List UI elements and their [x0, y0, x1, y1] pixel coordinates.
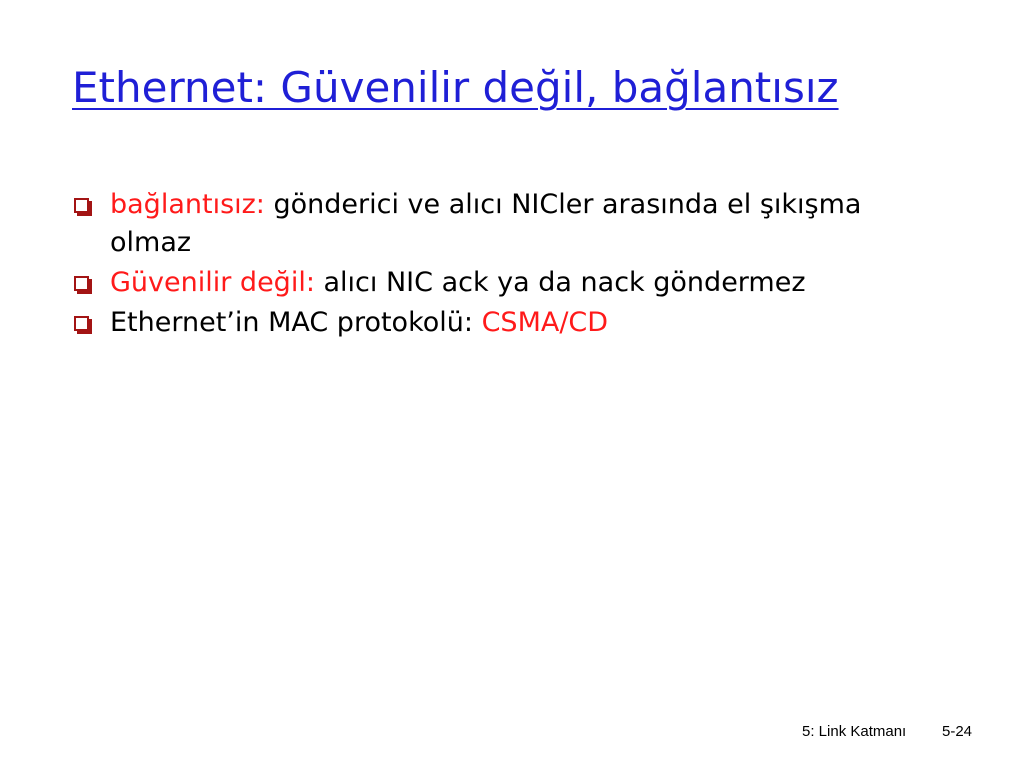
bullet-text: gönderici ve alıcı NICler arasında el şıkışma olmaz	[110, 189, 862, 258]
square-bullet-icon	[74, 276, 89, 291]
bullet-text: Ethernet’in MAC protokolü:	[110, 307, 482, 338]
bullet-highlight: Güvenilir değil:	[110, 267, 315, 298]
footer-chapter: 5: Link Katmanı	[802, 723, 907, 740]
bullet-highlight: CSMA/CD	[481, 307, 609, 338]
footer-page-number: 5-24	[942, 723, 973, 740]
bullet-item	[72, 264, 932, 302]
square-bullet-icon	[74, 198, 89, 213]
bullet-list	[72, 186, 932, 344]
square-bullet-icon	[74, 316, 89, 331]
bullet-text: alıcı NIC ack ya da nack göndermez	[314, 267, 806, 298]
bullet-item	[72, 186, 932, 262]
bullet-highlight: bağlantısız:	[110, 189, 265, 220]
slide-title: Ethernet: Güvenilir değil, bağlantısız	[72, 63, 839, 112]
bullet-item	[72, 304, 932, 342]
